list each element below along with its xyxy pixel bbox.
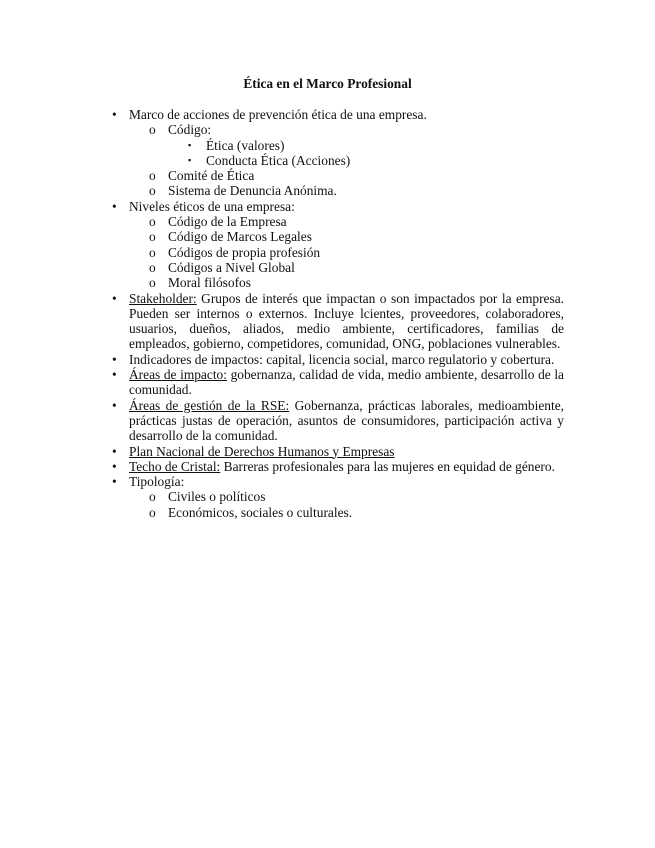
sub-list-item bbox=[112, 214, 564, 229]
bullet-icon: • bbox=[112, 107, 117, 122]
bullet-icon: • bbox=[112, 397, 117, 413]
circle-bullet-icon: o bbox=[149, 214, 156, 230]
item-text: Tipología: bbox=[129, 474, 185, 490]
list-item bbox=[112, 199, 564, 214]
item-text: Moral filósofos bbox=[168, 275, 251, 291]
item-text: Comité de Ética bbox=[168, 168, 255, 184]
circle-bullet-icon: o bbox=[149, 168, 156, 184]
square-bullet-icon: ▪ bbox=[188, 139, 192, 150]
circle-bullet-icon: o bbox=[149, 489, 156, 505]
sub-list-item bbox=[112, 260, 564, 275]
item-text: Marco de acciones de prevención ética de una empresa. bbox=[129, 107, 427, 122]
document-title: Ética en el Marco Profesional bbox=[243, 76, 412, 91]
bullet-icon: • bbox=[112, 351, 117, 367]
square-bullet-icon: ▪ bbox=[188, 154, 192, 165]
circle-bullet-icon: o bbox=[149, 504, 156, 520]
list-item bbox=[112, 398, 564, 444]
sub-list-item bbox=[112, 183, 564, 198]
bullet-icon: • bbox=[112, 474, 117, 490]
item-label: Áreas de impacto: bbox=[129, 367, 227, 383]
item-label: Áreas de gestión de la RSE: bbox=[129, 397, 290, 413]
item-text: Niveles éticos de una empresa: bbox=[129, 198, 295, 214]
item-label: Techo de Cristal: bbox=[129, 458, 221, 474]
item-label: Stakeholder: bbox=[129, 290, 197, 306]
item-text: Indicadores de impactos: capital, licencia social, marco regulatorio y cobertura. bbox=[129, 351, 555, 367]
item-text: Códigos de propia profesión bbox=[168, 244, 321, 260]
sub-list-item bbox=[112, 505, 564, 520]
item-text: Gobernanza, prácticas laborales, medioambiente, prácticas justas de operación, asuntos de consumidores, participación activa y desarrollo de la comunidad. bbox=[129, 397, 564, 444]
list-item bbox=[112, 291, 564, 352]
bullet-icon: • bbox=[112, 443, 117, 459]
list-item bbox=[112, 459, 564, 474]
item-text: Económicos, sociales o culturales. bbox=[168, 504, 353, 520]
circle-bullet-icon: o bbox=[149, 244, 156, 260]
circle-bullet-icon: o bbox=[149, 259, 156, 275]
item-text: Código de la Empresa bbox=[168, 214, 287, 230]
circle-bullet-icon: o bbox=[149, 275, 156, 291]
sub-sub-list-item bbox=[112, 138, 564, 153]
list-item bbox=[112, 107, 564, 122]
item-text: Conducta Ética (Acciones) bbox=[206, 152, 351, 168]
item-text: Barreras profesionales para las mujeres en equidad de género. bbox=[220, 458, 555, 474]
bullet-icon: • bbox=[112, 290, 117, 306]
sub-list-item bbox=[112, 168, 564, 183]
circle-bullet-icon: o bbox=[149, 122, 156, 138]
sub-list-item bbox=[112, 245, 564, 260]
item-text: Código: bbox=[168, 122, 212, 138]
sub-list-item bbox=[112, 489, 564, 504]
list-item bbox=[112, 474, 564, 489]
sub-list-item bbox=[112, 275, 564, 290]
item-text: Civiles o políticos bbox=[168, 489, 266, 505]
bullet-list bbox=[112, 107, 564, 520]
circle-bullet-icon: o bbox=[149, 229, 156, 245]
item-text: Grupos de interés que impactan o son impactados por la empresa. Pueden ser internos o externos. Incluye lcientes, proveedores, colaboradores, usuarios, dueños, aliados, medio ambiente, certificadores, familias de empleados, gobierno, competidores, comunidad, ONG, poblaciones vulnerables. bbox=[129, 290, 564, 352]
item-label: Plan Nacional de Derechos Humanos y Empresas bbox=[129, 443, 395, 459]
item-text: Códigos a Nivel Global bbox=[168, 259, 295, 275]
item-text: Sistema de Denuncia Anónima. bbox=[168, 183, 337, 199]
bullet-icon: • bbox=[112, 367, 117, 383]
item-text: gobernanza, calidad de vida, medio ambiente, desarrollo de la comunidad. bbox=[129, 367, 564, 398]
item-text: Ética (valores) bbox=[206, 137, 285, 153]
sub-list-item bbox=[112, 229, 564, 244]
circle-bullet-icon: o bbox=[149, 183, 156, 199]
list-item bbox=[112, 352, 564, 367]
sub-list-item bbox=[112, 122, 564, 137]
list-item bbox=[112, 444, 564, 459]
bullet-icon: • bbox=[112, 458, 117, 474]
bullet-icon: • bbox=[112, 198, 117, 214]
item-text: Código de Marcos Legales bbox=[168, 229, 312, 245]
list-item bbox=[112, 367, 564, 398]
sub-sub-list-item bbox=[112, 153, 564, 168]
